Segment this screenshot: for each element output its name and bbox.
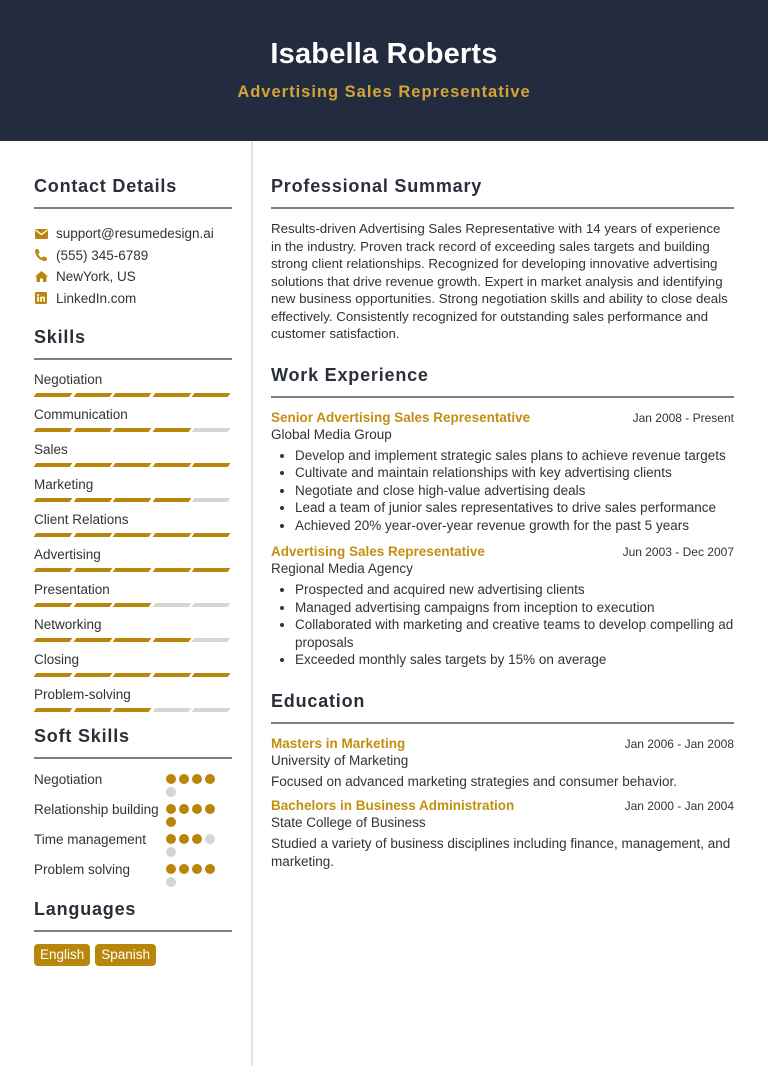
- language-badge: English: [34, 944, 90, 966]
- skill-level-bar: [34, 603, 232, 607]
- skill-label: Client Relations: [34, 512, 129, 527]
- level-segment-filled: [34, 638, 72, 642]
- skill-label: Sales: [34, 442, 68, 457]
- level-segment-filled: [152, 498, 190, 502]
- sidebar: [34, 141, 232, 966]
- level-segment-empty: [192, 428, 230, 432]
- level-segment-filled: [73, 498, 111, 502]
- rating-dot-empty: [166, 877, 176, 887]
- skill-item: [34, 651, 232, 677]
- rating-dot-filled: [192, 834, 202, 844]
- skill-level-bar: [34, 708, 232, 712]
- education-dates: Jan 2000 - Jan 2004: [624, 799, 734, 813]
- skill-item: [34, 371, 232, 397]
- linkedin-icon: [34, 291, 48, 305]
- contact-location: [34, 266, 232, 288]
- resume-header: [0, 0, 768, 141]
- contact-list: [34, 223, 232, 309]
- level-segment-filled: [34, 463, 72, 467]
- rating-dot-filled: [205, 804, 215, 814]
- level-segment-filled: [113, 708, 151, 712]
- contact-email[interactable]: [34, 223, 232, 245]
- level-segment-filled: [192, 463, 230, 467]
- level-segment-filled: [113, 428, 151, 432]
- job-header: [271, 410, 734, 425]
- skill-item: [34, 441, 232, 467]
- level-segment-filled: [113, 603, 151, 607]
- skill-item: [34, 686, 232, 712]
- level-segment-filled: [192, 393, 230, 397]
- education-header: [271, 736, 734, 751]
- languages-title: Languages: [34, 899, 232, 932]
- level-segment-filled: [152, 393, 190, 397]
- job-bullet: • Achieved 20% year-over-year revenue growth for the past 5 years: [295, 517, 734, 535]
- skill-item: [34, 476, 232, 502]
- contact-title: Contact Details: [34, 176, 232, 209]
- education-school: State College of Business: [271, 815, 426, 830]
- education-description: Focused on advanced marketing strategies and consumer behavior.: [271, 773, 677, 789]
- soft-skill-item: [34, 801, 232, 827]
- skill-level-bar: [34, 533, 232, 537]
- rating-dot-empty: [205, 834, 215, 844]
- soft-skill-label: Problem solving: [34, 862, 131, 877]
- skill-item: [34, 581, 232, 607]
- level-segment-filled: [34, 393, 72, 397]
- level-segment-filled: [73, 708, 111, 712]
- level-segment-filled: [73, 533, 111, 537]
- level-segment-filled: [113, 533, 151, 537]
- level-segment-filled: [73, 638, 111, 642]
- soft-skill-rating: [166, 801, 226, 827]
- skill-level-bar: [34, 673, 232, 677]
- summary-title: Professional Summary: [271, 176, 734, 209]
- job-bullet: • Cultivate and maintain relationships with key advertising clients: [295, 464, 734, 482]
- level-segment-filled: [34, 708, 72, 712]
- skill-label: Closing: [34, 652, 80, 667]
- level-segment-filled: [113, 498, 151, 502]
- level-segment-empty: [192, 603, 230, 607]
- job-bullets: [271, 447, 734, 535]
- skill-level-bar: [34, 428, 232, 432]
- level-segment-filled: [73, 568, 111, 572]
- rating-dot-filled: [205, 864, 215, 874]
- jobs-list: [271, 410, 734, 669]
- level-segment-filled: [73, 603, 111, 607]
- job-bullet: • Prospected and acquired new advertising clients: [295, 581, 734, 599]
- skill-label: Communication: [34, 407, 128, 422]
- job-entry: [271, 544, 734, 669]
- job-bullet: • Negotiate and close high-value advertising deals: [295, 482, 734, 500]
- soft-skill-label: Relationship building: [34, 802, 159, 817]
- phone-icon: [34, 248, 48, 262]
- envelope-icon: [34, 227, 48, 241]
- job-entry: [271, 410, 734, 535]
- education-dates: Jan 2006 - Jan 2008: [624, 736, 734, 751]
- rating-dot-filled: [166, 804, 176, 814]
- rating-dot-filled: [166, 817, 176, 827]
- education-degree: Masters in Marketing: [271, 735, 406, 751]
- education-section: [271, 691, 734, 871]
- rating-dot-filled: [179, 774, 189, 784]
- soft-skill-rating: [166, 831, 226, 857]
- skill-label: Marketing: [34, 477, 94, 492]
- job-title: Advertising Sales Representative: [271, 544, 485, 559]
- education-description: Studied a variety of business disciplines including finance, management, and marketing.: [271, 836, 731, 869]
- level-segment-filled: [152, 533, 190, 537]
- education-list: [271, 736, 734, 871]
- education-degree: Bachelors in Business Administration: [271, 798, 515, 813]
- job-bullet: • Lead a team of junior sales representatives to drive sales performance: [295, 499, 734, 517]
- education-entry: [271, 736, 734, 791]
- job-bullet: • Exceeded monthly sales targets by 15% on average: [295, 651, 734, 669]
- skill-label: Negotiation: [34, 372, 103, 387]
- level-segment-filled: [34, 498, 72, 502]
- level-segment-filled: [73, 428, 111, 432]
- linkedin-text: LinkedIn.com: [56, 290, 137, 306]
- contact-linkedin[interactable]: [34, 288, 232, 310]
- job-header: [271, 544, 734, 559]
- rating-dot-filled: [179, 804, 189, 814]
- level-segment-filled: [113, 673, 151, 677]
- summary-text: Results-driven Advertising Sales Representative with 14 years of experience in the industry. Proven track record of exceeding sales targets and building strong client relationships. Recognized for developing innovative advertising solutions that drive revenue growth. Expert in market analysis and identifying new business opportunities. Strong negotiation skills and ability to close deals effectively. Consistently recognized for outstanding sales performance and customer satisfaction.: [271, 221, 728, 341]
- level-segment-filled: [34, 603, 72, 607]
- rating-dot-filled: [179, 864, 189, 874]
- education-school: University of Marketing: [271, 752, 409, 768]
- language-badge: Spanish: [95, 944, 156, 966]
- level-segment-empty: [192, 638, 230, 642]
- soft-skill-item: [34, 861, 232, 887]
- skill-item: [34, 546, 232, 572]
- skill-item: [34, 616, 232, 642]
- soft-skill-label: Time management: [34, 832, 147, 847]
- job-bullets: [271, 581, 734, 669]
- level-segment-filled: [73, 673, 111, 677]
- level-segment-filled: [152, 638, 190, 642]
- level-segment-filled: [34, 673, 72, 677]
- experience-section: [271, 365, 734, 669]
- skill-level-bar: [34, 498, 232, 502]
- level-segment-filled: [113, 568, 151, 572]
- rating-dot-filled: [166, 864, 176, 874]
- rating-dot-filled: [179, 834, 189, 844]
- level-segment-filled: [192, 533, 230, 537]
- education-title: Education: [271, 691, 734, 724]
- education-entry: [271, 798, 734, 870]
- skill-label: Networking: [34, 617, 102, 632]
- rating-dot-filled: [166, 774, 176, 784]
- summary-section: [271, 176, 734, 343]
- column-divider: [251, 141, 253, 1066]
- level-segment-filled: [152, 673, 190, 677]
- job-dates: Jan 2008 - Present: [632, 410, 734, 425]
- skill-label: Presentation: [34, 582, 110, 597]
- job-bullet: • Collaborated with marketing and creative teams to develop compelling ad proposals: [295, 616, 734, 651]
- skill-label: Problem-solving: [34, 687, 131, 702]
- soft-skill-rating: [166, 771, 226, 797]
- level-segment-empty: [192, 708, 230, 712]
- level-segment-filled: [73, 463, 111, 467]
- languages-section: [34, 899, 232, 966]
- level-segment-filled: [192, 673, 230, 677]
- education-header: [271, 798, 734, 813]
- soft-skill-item: [34, 771, 232, 797]
- job-title: Senior Advertising Sales Representative: [271, 409, 531, 425]
- level-segment-filled: [152, 428, 190, 432]
- level-segment-filled: [73, 393, 111, 397]
- soft-skills-list: [34, 771, 232, 887]
- skill-label: Advertising: [34, 547, 101, 562]
- soft-skill-item: [34, 831, 232, 857]
- level-segment-empty: [152, 603, 190, 607]
- rating-dot-filled: [192, 804, 202, 814]
- job-dates: Jun 2003 - Dec 2007: [622, 545, 734, 559]
- rating-dot-filled: [192, 774, 202, 784]
- rating-dot-filled: [166, 834, 176, 844]
- candidate-name: Isabella Roberts: [270, 38, 498, 70]
- skills-section: [34, 327, 232, 712]
- level-segment-filled: [113, 638, 151, 642]
- skills-title: Skills: [34, 327, 232, 360]
- level-segment-filled: [152, 568, 190, 572]
- candidate-title: Advertising Sales Representative: [237, 83, 531, 101]
- rating-dot-empty: [166, 847, 176, 857]
- rating-dot-filled: [192, 864, 202, 874]
- level-segment-filled: [113, 463, 151, 467]
- level-segment-filled: [34, 568, 72, 572]
- level-segment-empty: [192, 498, 230, 502]
- skill-level-bar: [34, 463, 232, 467]
- skill-level-bar: [34, 393, 232, 397]
- soft-skills-section: [34, 726, 232, 887]
- job-bullet: • Develop and implement strategic sales plans to achieve revenue targets: [295, 447, 734, 465]
- soft-skill-rating: [166, 861, 226, 887]
- skill-level-bar: [34, 638, 232, 642]
- rating-dot-filled: [205, 774, 215, 784]
- contact-phone[interactable]: [34, 245, 232, 267]
- soft-skill-label: Negotiation: [34, 772, 103, 787]
- phone-text: (555) 345-6789: [56, 247, 149, 263]
- soft-skills-title: Soft Skills: [34, 726, 232, 759]
- level-segment-empty: [152, 708, 190, 712]
- job-company: Global Media Group: [271, 426, 392, 442]
- job-bullet: • Managed advertising campaigns from inception to execution: [295, 599, 734, 617]
- level-segment-filled: [34, 428, 72, 432]
- skill-level-bar: [34, 568, 232, 572]
- level-segment-filled: [113, 393, 151, 397]
- skill-item: [34, 406, 232, 432]
- rating-dot-empty: [166, 787, 176, 797]
- job-company: Regional Media Agency: [271, 561, 413, 576]
- home-icon: [34, 270, 48, 284]
- level-segment-filled: [152, 463, 190, 467]
- skill-item: [34, 511, 232, 537]
- email-text: support@resumedesign.ai: [56, 226, 214, 242]
- contact-section: [34, 176, 232, 309]
- skills-list: [34, 371, 232, 712]
- main-content: [271, 141, 734, 870]
- level-segment-filled: [34, 533, 72, 537]
- languages-list: [34, 944, 232, 966]
- level-segment-filled: [192, 568, 230, 572]
- experience-title: Work Experience: [271, 365, 734, 398]
- location-text: NewYork, US: [56, 269, 136, 285]
